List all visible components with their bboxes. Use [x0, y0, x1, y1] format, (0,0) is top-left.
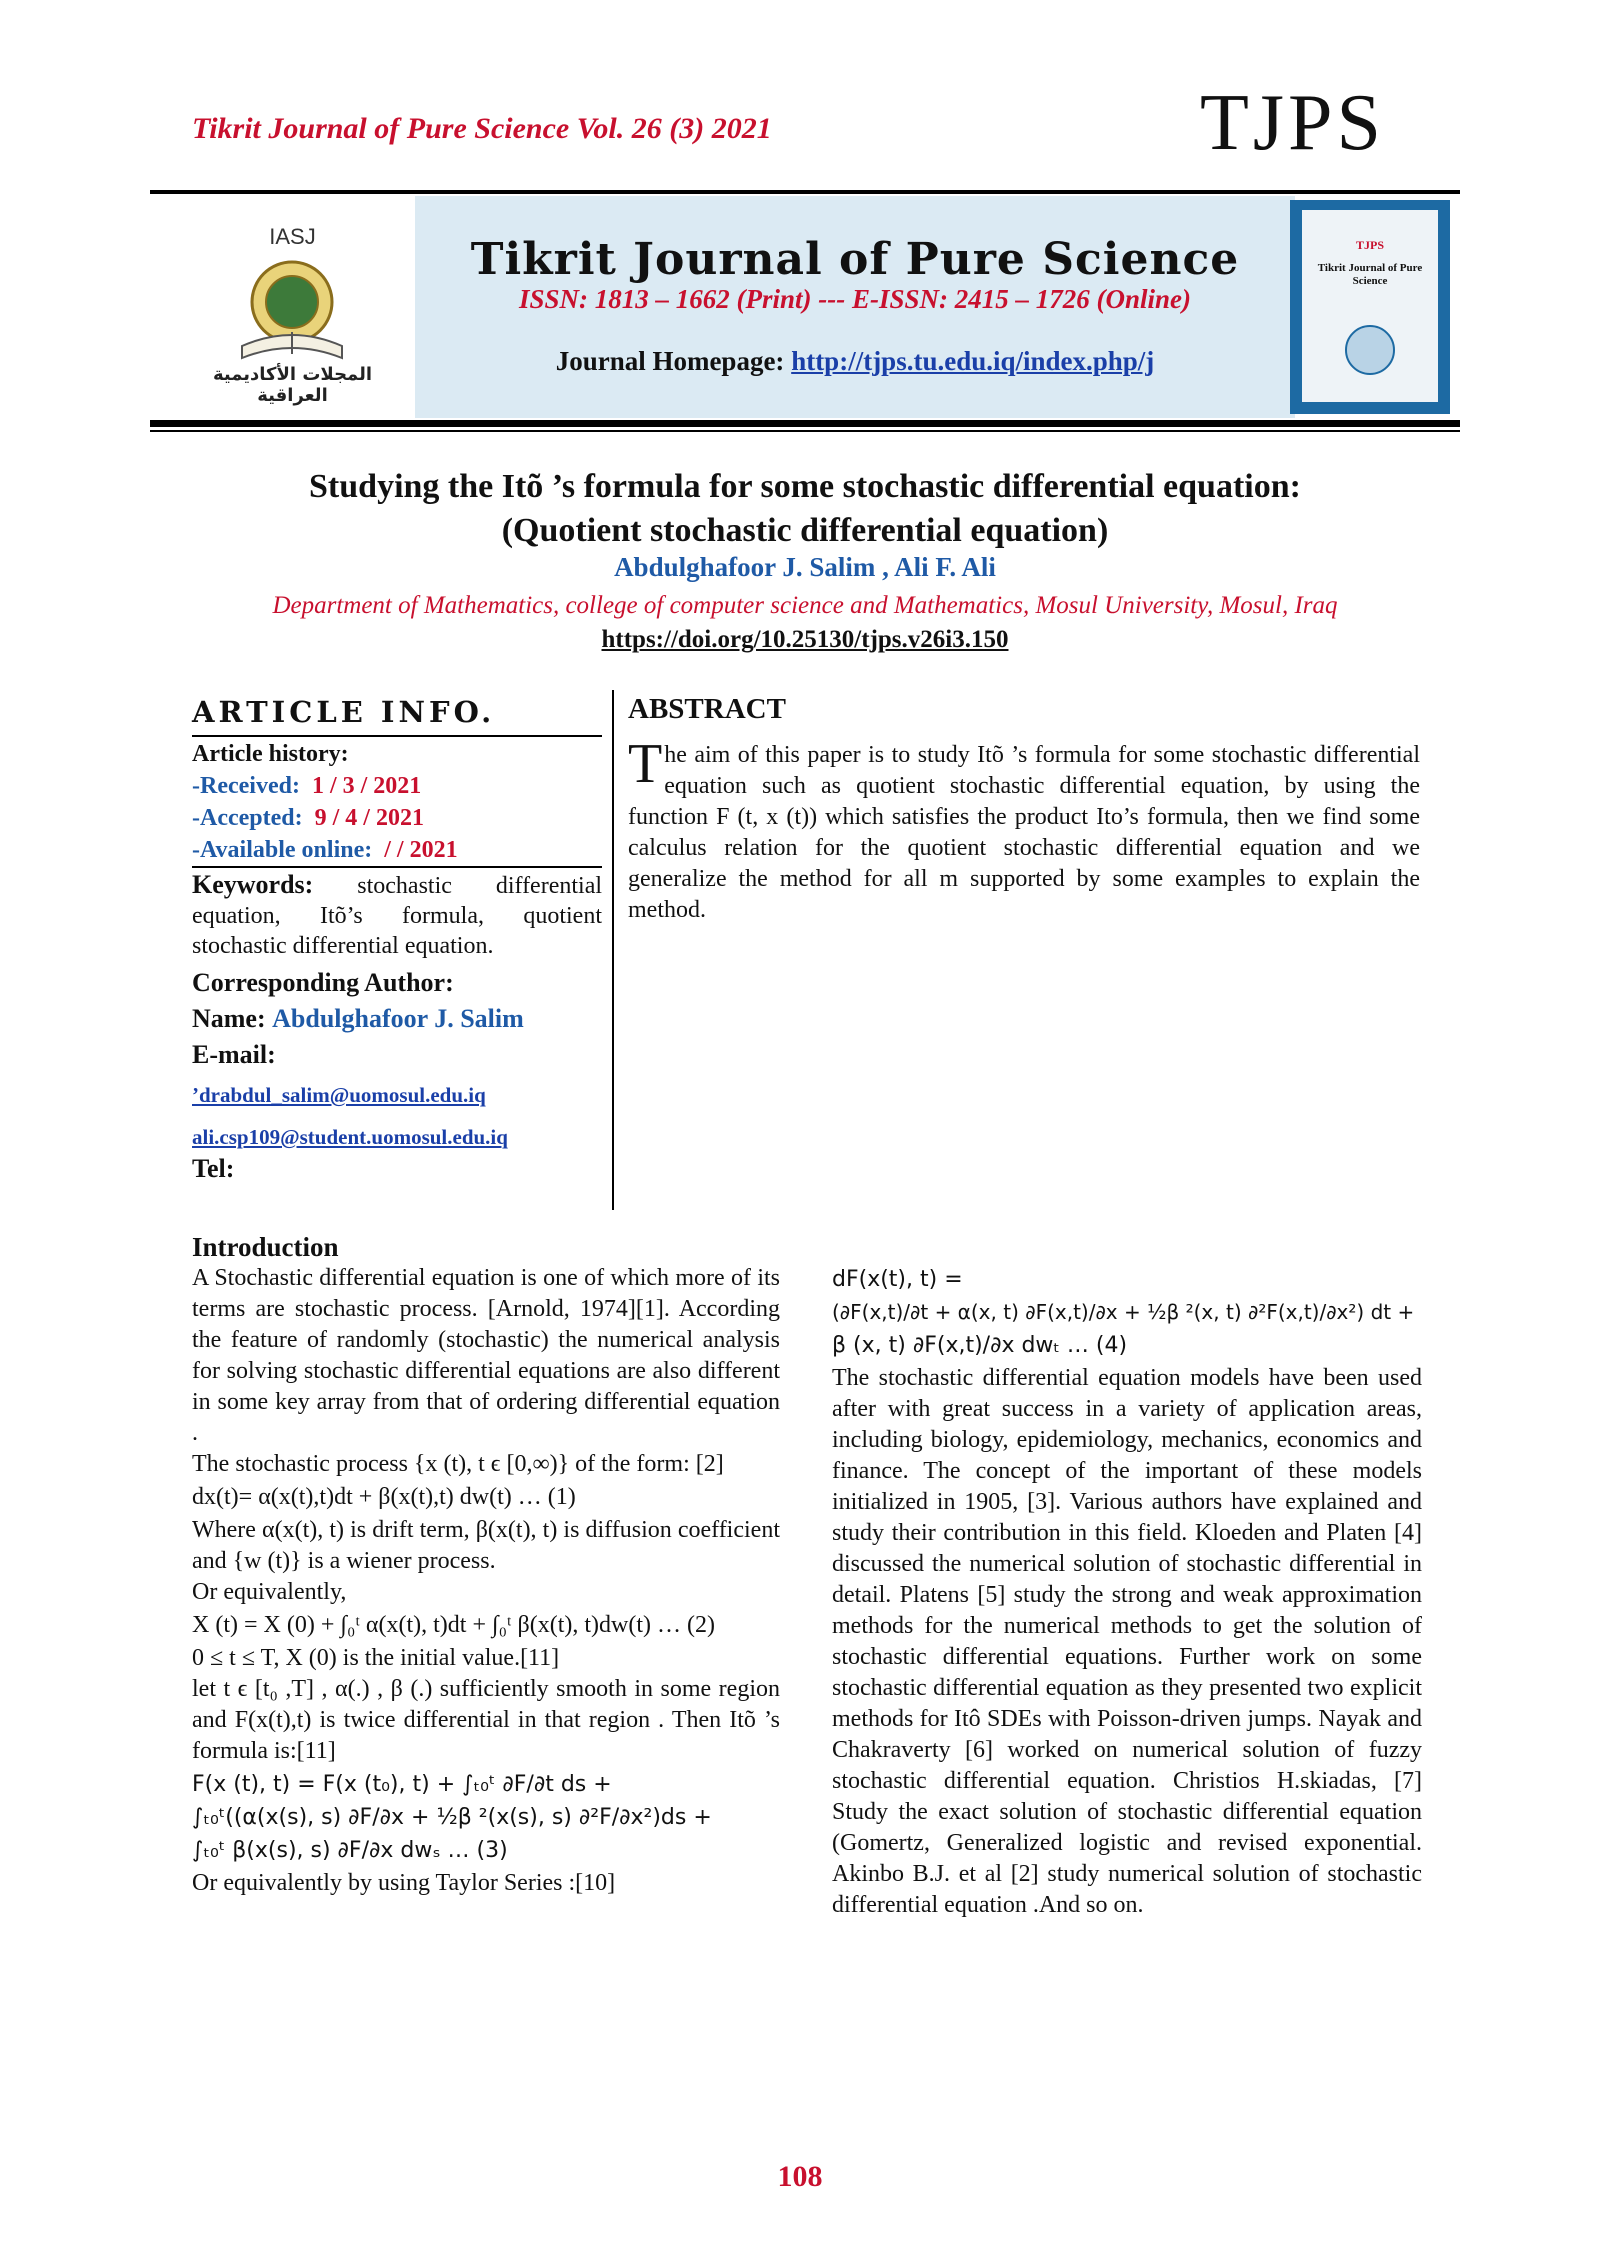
iasj-label: IASJ [269, 224, 316, 249]
journal-banner [150, 196, 1460, 418]
affiliation: Department of Mathematics, college of computer science and Mathematics, Mosul University, Mosul, Iraq [272, 592, 1338, 619]
right-column [832, 1262, 1422, 1921]
equation-3-line3: ∫ₜ₀ᵗ β(x(s), s) ∂F/∂x dwₛ … (3) [192, 1838, 508, 1863]
email-1-link[interactable]: ’drabdul_salim@uomosul.edu.iq [192, 1083, 486, 1107]
equation-3-line1: F(x (t), t) = F(x (t₀), t) + ∫ₜ₀ᵗ ∂F/∂t ds + [192, 1772, 612, 1797]
banner-center [415, 196, 1295, 418]
intro-paragraph: A Stochastic differential equation is one of which more of its terms are stochastic process. [Arnold, 1974][1]. According the feature of randomly (stochastic) the numerical analysis for solving stochastic differential equations are also different in some key array from that of ordering differential equation . [192, 1265, 780, 1446]
email-label: E-mail: [192, 1040, 276, 1069]
divider [150, 190, 1460, 194]
intro-paragraph: The stochastic process {x (t), t ϵ [0,∞)} of the form: [2] [192, 1451, 724, 1477]
homepage-link[interactable]: http://tjps.tu.edu.iq/index.php/j [791, 346, 1155, 376]
intro-paragraph: Or equivalently by using Taylor Series :[10] [192, 1870, 616, 1896]
equation-4-line2: (∂F(x,t)/∂t + α(x, t) ∂F(x,t)/∂x + ½β ²(x, t) ∂²F(x,t)/∂x²) dt + [832, 1300, 1415, 1324]
divider [150, 430, 1460, 432]
available-row: -Available online: / / 2021 [192, 837, 458, 863]
doi-link[interactable]: https://doi.org/10.25130/tjps.v26i3.150 [601, 626, 1009, 653]
body-paragraph: The stochastic differential equation models have been used after with great success in a variety of application areas, including biology, epidemiology, mechanics, economics and finance. The concept of the important of these models initialized in 1905, [3]. Various authors have explained and study their contribution in this field. Kloeden and Platen [4] discussed the numerical solution of stochastic differential in detail. Platens [5] study the strong and weak approximation methods for the numerical methods to get the solution of stochastic differential equations. Further work on some stochastic differential equation as they presented two explicit methods for Itô SDEs with Poisson-driven jumps. Nayak and Chakraverty [6] worked on numerical solution of fuzzy stochastic differential equation. Christios H.skiadas, [7] Study the exact solution of stochastic differential equation (Gomertz, Generalized logistic and revised exponential. Akinbo B.J. et al [2] study numerical solution of stochastic differential equation .And so on. [832, 1365, 1422, 1918]
article-info [192, 738, 602, 1185]
intro-paragraph: Or equivalently, [192, 1579, 347, 1605]
banner-title: Tikrit Journal of Pure Science [470, 234, 1240, 285]
intro-paragraph: let t ϵ [t₀ ,T] , α(.) , β (.) sufficiently smooth in some region and F(x(t),t) is twice differential in that region . Then Itõ ’s formula is:[11] [192, 1676, 780, 1764]
intro-paragraph: 0 ≤ t ≤ T, X (0) is the initial value.[11] [192, 1645, 560, 1671]
email-2-link[interactable]: ali.csp109@student.uomosul.edu.iq [192, 1125, 508, 1149]
email-1-row [192, 1079, 602, 1111]
email-2-row [192, 1121, 602, 1153]
divider [192, 735, 602, 737]
homepage-label: Journal Homepage: [555, 346, 785, 376]
abstract-dropcap: T [628, 733, 663, 795]
cover-logo: TJPS [1355, 238, 1384, 252]
page-number: 108 [777, 2160, 823, 2193]
abstract-heading: ABSTRACT [628, 693, 786, 725]
equation-4-line1: dF(x(t), t) = [832, 1267, 963, 1292]
divider [192, 866, 602, 868]
paper-authors: Abdulghafoor J. Salim , Ali F. Ali [614, 552, 996, 582]
equation-1: dx(t)= α(x(t),t)dt + β(x(t),t) dw(t) … (1) [192, 1484, 576, 1510]
article-info-heading: ARTICLE INFO. [192, 695, 496, 729]
tel-label: Tel: [192, 1154, 235, 1183]
accepted-row: -Accepted: 9 / 4 / 2021 [192, 805, 424, 831]
emblem-icon [232, 254, 352, 364]
iasj-arabic-label: المجلات الأكاديمية العراقية [212, 364, 373, 406]
intro-heading: Introduction [192, 1232, 339, 1262]
paper-title: Studying the Itõ ’s formula for some stochastic differential equation: (Quotient stochastic differential equation) [309, 468, 1301, 549]
issn-line: ISSN: 1813 – 1662 (Print) --- E-ISSN: 2415 – 1726 (Online) [518, 284, 1192, 314]
equation-3-line2: ∫ₜ₀ᵗ((α(x(s), s) ∂F/∂x + ½β ²(x(s), s) ∂²F/∂x²)ds + [192, 1805, 712, 1830]
keywords: Keywords: stochastic differential equation, Itõ’s formula, quotient stochastic differential equation. [192, 870, 603, 959]
cover-title: Tikrit Journal of Pure Science [1317, 262, 1423, 287]
equation-4-line3: β (x, t) ∂F(x,t)/∂x dwₜ … (4) [832, 1333, 1128, 1358]
intro-column [192, 1232, 780, 1899]
cover-emblem-icon [1336, 320, 1404, 380]
corresponding-label: Corresponding Author: [192, 968, 454, 997]
abstract-body [628, 733, 1420, 926]
tjps-logo: TJPS [1200, 79, 1385, 167]
divider [612, 690, 614, 1210]
intro-paragraph: Where α(x(t), t) is drift term, β(x(t), t) is diffusion coefficient and {w (t)} is a wiener process. [192, 1517, 780, 1574]
received-row: -Received: 1 / 3 / 2021 [192, 773, 422, 799]
divider [150, 420, 1460, 427]
iasj-logo [180, 216, 405, 416]
journal-line: Tikrit Journal of Pure Science Vol. 26 (3) 2021 [192, 112, 772, 145]
doi-line [150, 626, 1460, 654]
homepage-line [415, 346, 1295, 377]
equation-2: X (t) = X (0) + ∫₀ᵗ α(x(t), t)dt + ∫₀ᵗ β(x(t), t)dw(t) … (2) [192, 1612, 716, 1638]
journal-cover [1290, 200, 1450, 414]
history-label: Article history: [192, 741, 349, 767]
abstract-text: he aim of this paper is to study Itõ ’s formula for some stochastic differential equation such as quotient stochastic differential equation, by using the function F (t, x (t)) which satisfies the product Ito’s formula, then we find some calculus relation for the quotient stochastic differential equation and we generalize the method for all m supported by some examples to explain the method. [628, 742, 1420, 923]
name-row: Name: Abdulghafoor J. Salim [192, 1004, 524, 1033]
